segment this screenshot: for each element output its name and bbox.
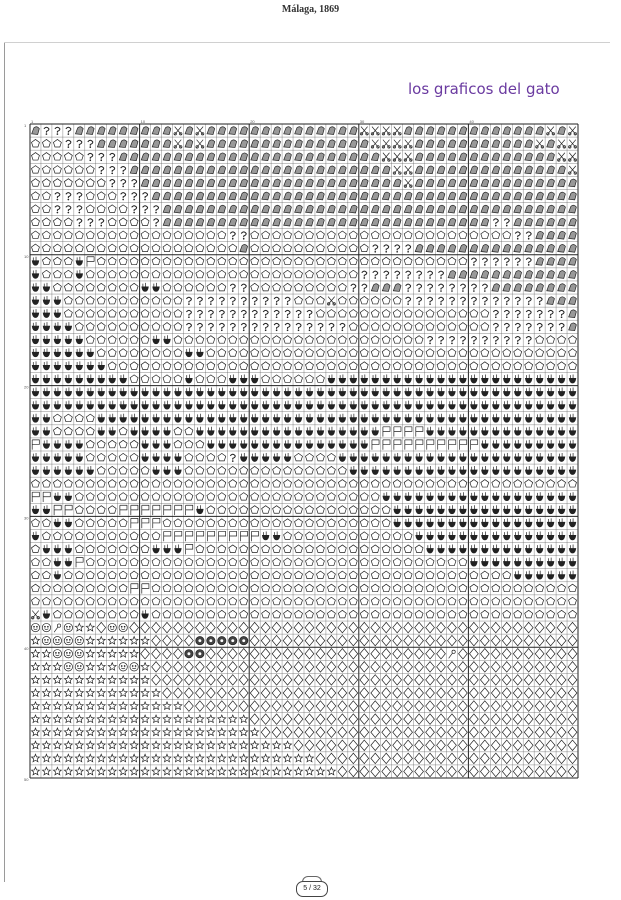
row-tick-label: 20 xyxy=(24,384,29,390)
watermark-text: los graficos del gato xyxy=(408,80,560,98)
pattern-cell xyxy=(185,650,193,658)
page-number-badge: 5 / 32 xyxy=(296,881,328,897)
page-frame-top xyxy=(4,42,610,43)
pattern-cell xyxy=(207,636,215,644)
row-tick-label: 1 xyxy=(24,123,27,128)
row-tick-label: 40 xyxy=(24,646,29,652)
page-frame-left xyxy=(4,42,5,882)
row-tick-label: 10 xyxy=(24,253,29,259)
col-tick-label: 10 xyxy=(140,120,146,124)
row-tick-label: 50 xyxy=(24,777,29,782)
pattern-cell xyxy=(240,636,248,644)
page-title: Málaga, 1869 xyxy=(281,4,340,15)
pattern-cell xyxy=(196,650,204,658)
pattern-cell xyxy=(196,636,204,644)
pattern-cell xyxy=(229,636,237,644)
pattern-cell xyxy=(218,636,226,644)
col-tick-label: 40 xyxy=(469,120,474,124)
pattern-grid xyxy=(24,120,579,782)
cross-stitch-chart xyxy=(24,120,579,782)
col-tick-label: 20 xyxy=(250,120,255,124)
col-tick-label: 30 xyxy=(359,120,365,124)
col-tick-label: 1 xyxy=(31,120,34,124)
row-tick-label: 30 xyxy=(24,515,29,521)
